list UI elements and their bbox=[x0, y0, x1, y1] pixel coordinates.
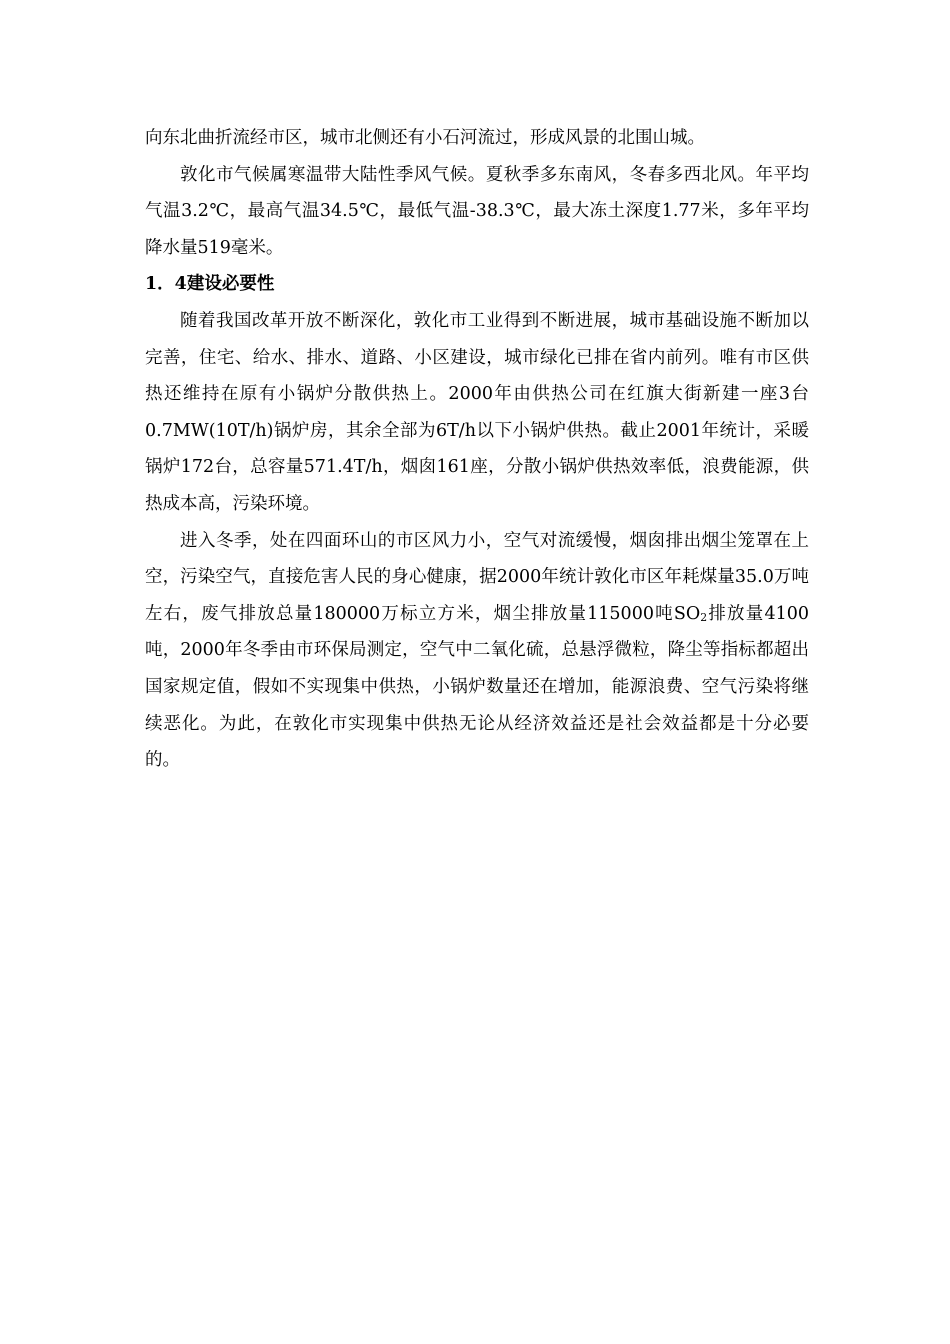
section-heading: 1．4建设必要性 bbox=[145, 274, 275, 295]
paragraph-continuation: 向东北曲折流经市区，城市北侧还有小石河流过，形成风景的北围山城。 bbox=[145, 128, 705, 148]
so2-base: SO bbox=[673, 603, 701, 624]
so2-formula bbox=[674, 604, 707, 624]
document-body bbox=[145, 120, 809, 779]
paragraph-climate: 敦化市气候属寒温带大陆性季风气候。夏秋季多东南风，冬春多西北风。年平均气温3.2℃，最高气温34.5℃，最低气温-38.3℃，最大冻土深度1.77米，多年平均降水量519毫米。 bbox=[145, 164, 809, 258]
pollution-text-end: 排放量4100吨，2000年冬季由市环保局测定，空气中二氧化硫，总悬浮微粒，降尘等指标都超出国家规定值，假如不实现集中供热，小锅炉数量还在增加，能源浪费、空气污染将继续恶化。为此，在敦化市实现集中供热无论从经济效益还是社会效益都是十分必要的。 bbox=[145, 603, 809, 771]
paragraph-pollution bbox=[145, 523, 809, 779]
pollution-text-start: 进入冬季，处在四面环山的市区风力小，空气对流缓慢，烟囱排出烟尘笼罩在上空，污染空气，直接危害人民的身心健康，据2000年统计敦化市区年耗煤量35.0万吨左右，废气排放总量180000万标立方米，烟尘排放量115000吨 bbox=[145, 530, 809, 624]
paragraph-necessity: 随着我国改革开放不断深化，敦化市工业得到不断进展，城市基础设施不断加以完善，住宅、给水、排水、道路、小区建设，城市绿化已排在省内前列。唯有市区供热还维持在原有小锅炉分散供热上。2000年由供热公司在红旗大街新建一座3台0.7MW(10T/h)锅炉房，其余全部为6T/h以下小锅炉供热。截止2001年统计，采暖锅炉172台，总容量571.4T/h，烟囱161座，分散小锅炉供热效率低，浪费能源，供热成本高，污染环境。 bbox=[145, 310, 809, 514]
so2-subscript: 2 bbox=[700, 610, 708, 624]
